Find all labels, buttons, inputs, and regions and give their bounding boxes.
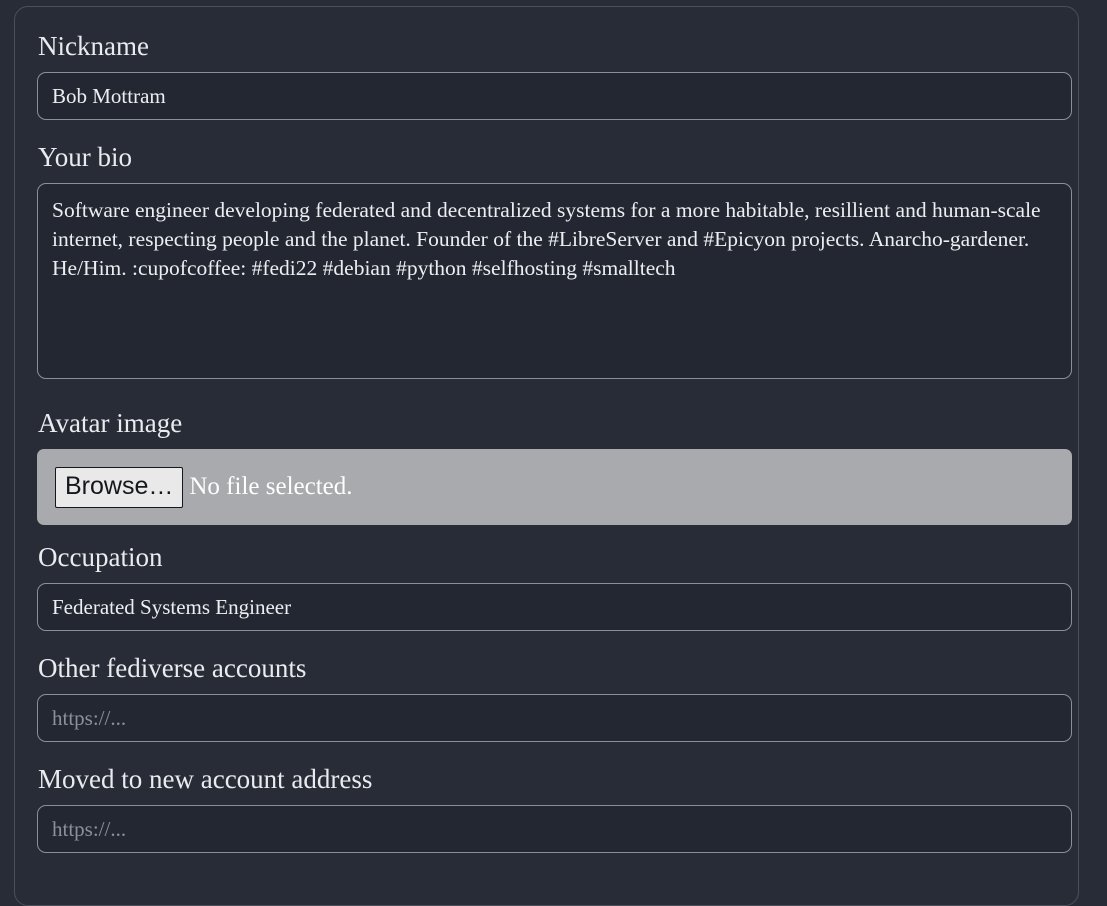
moved-to-new-account-label: Moved to new account address: [38, 764, 373, 794]
browse-button[interactable]: Browse…: [55, 467, 183, 508]
file-selection-status: No file selected.: [189, 473, 353, 500]
avatar-file-picker[interactable]: [37, 449, 1072, 525]
nickname-label: Nickname: [38, 31, 149, 61]
other-fediverse-accounts-input[interactable]: [37, 694, 1072, 742]
moved-to-new-account-input[interactable]: [37, 805, 1072, 853]
occupation-input[interactable]: [37, 583, 1072, 631]
bio-textarea[interactable]: [37, 183, 1072, 379]
avatar-image-label: Avatar image: [38, 408, 183, 438]
nickname-input[interactable]: [37, 72, 1072, 120]
other-fediverse-accounts-label: Other fediverse accounts: [38, 653, 307, 683]
occupation-label: Occupation: [38, 542, 163, 572]
profile-edit-panel: [14, 6, 1079, 906]
bio-label: Your bio: [38, 142, 133, 172]
